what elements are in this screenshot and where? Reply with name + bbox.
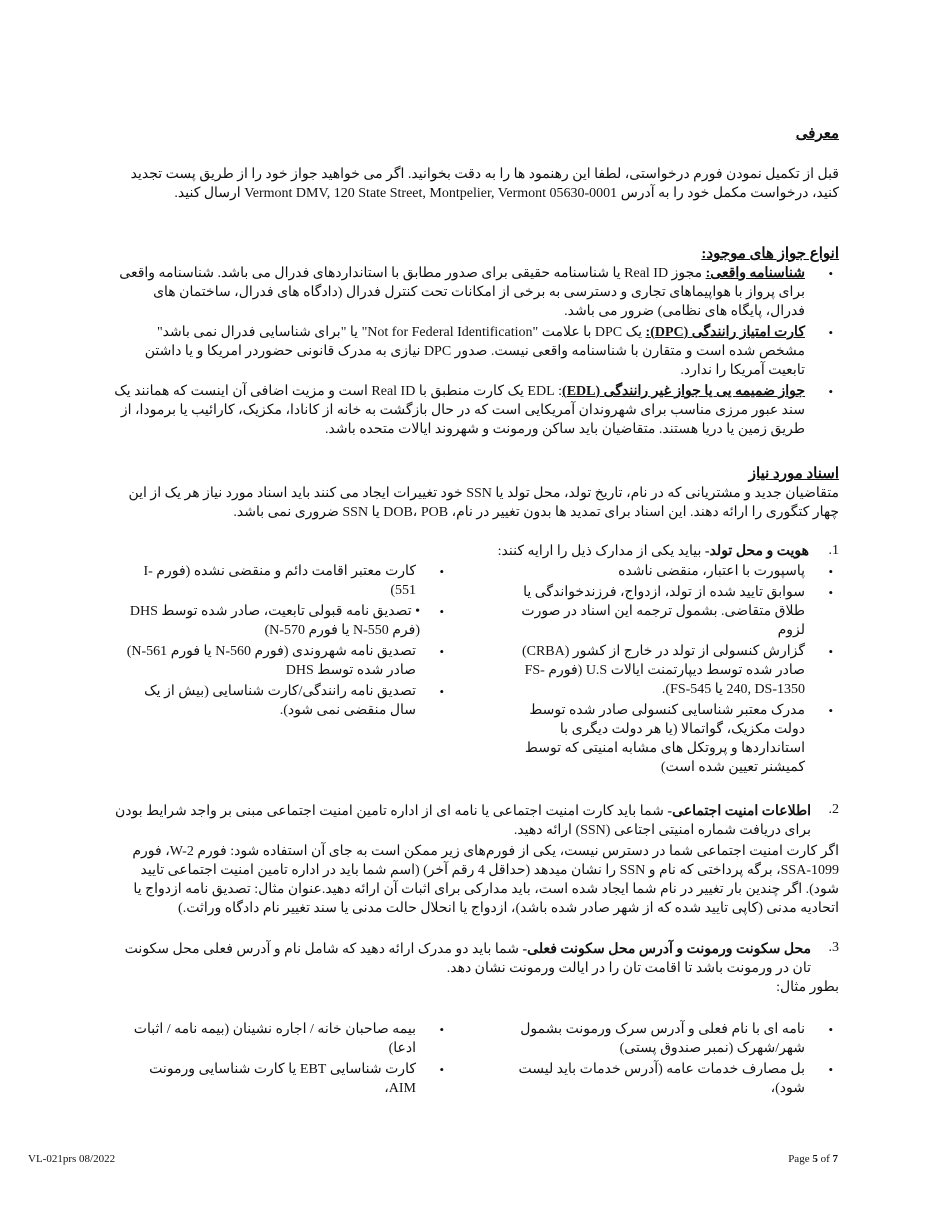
section-3-header xyxy=(112,940,839,978)
section-1-intro: بیاید یکی از مدارک ذیل را ارایه کنند: xyxy=(497,544,705,559)
id-doc-item: • پاسپورت با اعتبار، منقضی ناشده xyxy=(509,562,839,581)
section-3-number: 3. xyxy=(828,940,839,955)
section-1-left-column xyxy=(120,562,450,722)
license-type-label: شناسنامه واقعی: xyxy=(705,266,805,281)
license-types-list xyxy=(112,264,839,441)
id-doc-item: • کارت معتبر اقامت دائم و منقضی نشده (فورم I-551) xyxy=(120,562,450,600)
license-type-label: جواز ضمیمه یی یا جواز غیر رانندگی (EDL) xyxy=(562,384,805,399)
intro-paragraph xyxy=(112,165,839,203)
page-number xyxy=(788,1153,838,1165)
id-doc-item: • مدرک معتبر شناسایی کنسولی صادر شده توسط دولت مکزیک، گواتمالا (یا هر دولت دیگری با استاندارد‌ها و پروتکل های مشابه امنیتی که توسط کمیشنر تعیین شده است) xyxy=(509,701,839,777)
section-2-title: اطلاعات امنیت اجتماعی- xyxy=(667,804,811,819)
residency-doc-item: • بیمه صاحبان خانه / اجاره نشینان (بیمه نامه / اثبات ادعا) xyxy=(120,1020,450,1058)
license-type-dpc xyxy=(112,323,839,380)
required-docs-paragraph xyxy=(112,484,839,522)
section-2-intro: شما باید کارت امنیت اجتماعی یا نامه ای از اداره تامین امنیت اجتماعی مبنی بر واجد شرایط بودن برای دریافت شماره امنیتی اجتاعی (SSN) ارائه دهید. xyxy=(115,804,811,838)
section-2-paragraph xyxy=(112,842,839,918)
intro-text: قبل از تکمیل نمودن فورم درخواستی، لطفا این رهنمود ها را به دقت بخوانید. اگر می خواهید جواز خود را از طریق پست تجدید کنید، درخواست مکمل خود را به آدرس Vermont DMV, 120 State Street, Montpelier, Vermont 05630-0001 ارسال کنید. xyxy=(130,167,839,201)
required-docs-text: متقاضیان جدید و مشتریانی که در نام، تاریخ تولد، محل تولد یا SSN خود تغییرات ایجاد می کنند باید اسناد مورد نیاز هر یک از این چهار کتگوری را ارائه دهند. این اسناد برای تمدید ها بدون تغییر در نام، DOB، POB یا SSN ضروری نمی باشد. xyxy=(128,486,839,520)
residency-doc-item: • کارت شناسایی EBT یا کارت شناسایی ورمونت AIM، xyxy=(120,1060,450,1098)
section-3-intro: شما باید دو مدرک ارائه دهید که شامل نام و آدرس فعلی محل سکونت تان در ورمونت باشد تا اقامت تان را در ایالت ورمونت نشان دهد. xyxy=(124,942,811,976)
section-3-title: محل سکونت ورمونت و آدرس محل سکونت فعلی- xyxy=(522,942,811,957)
section-1-title: هویت و محل تولد- xyxy=(704,544,809,559)
id-doc-item: • تصدیق نامه رانندگی/کارت شناسایی (بیش از یک سال منقضی نمی شود). xyxy=(120,682,450,720)
license-type-text: مجوز Real ID یا شناسنامه حقیقی برای صدور مطابق با استاندارد‌های فدرال می باشد. شناسنامه واقعی برای پرواز با هواپیماهای تجاری و دسترسی به برخی از امکانات تحت کنترل فدرال (دادگاه های فدرال، ساختمان های فدرال، پایگاه های نظامی) ضرور می باشد. xyxy=(119,266,805,319)
page-current: 5 xyxy=(812,1153,818,1165)
form-code: VL-021prs 08/2022 xyxy=(28,1153,116,1165)
id-doc-item: • سوابق تایید شده از تولد، ازدواج، فرزندخواندگی یا طلاق متقاضی. بشمول ترجمه این اسناد در صورت لزوم xyxy=(509,583,839,640)
section-2-number: 2. xyxy=(828,802,839,817)
section-2-header xyxy=(112,802,839,840)
id-doc-item: • گزارش کنسولی از تولد در خارج از کشور (CRBA) صادر شده توسط دیپارتمنت ایالات U.S (فورم FS-240, DS-1350 یا FS-545). xyxy=(509,642,839,699)
license-type-real-id xyxy=(112,264,839,321)
section-1-right-column xyxy=(509,562,839,779)
id-doc-item: • تصدیق نامه شهروندی (فورم N-560 یا فورم N-561) صادر شده توسط DHS xyxy=(120,642,450,680)
section-2-text: اگر کارت امنیت اجتماعی شما در دسترس نیست، یکی از فورم‌های زیر ممکن است به جای آن استفاده شود: فورم W-2، فورم SSA-1099، برگه پرداختی که نام و SSN را نشان میدهد (حداقل 4 رقم آخر) (اسم شما باید در اداره تامین امنیت اجتماعی تایید شود). اگر چندین بار تغییر در نام شما ایجاد شده است، باید مدارکی برای اثبات آن ارائه دهید.عنوان مثال: تصدیق نامه ازدواج یا اتحادیه مدنی (کاپی تایید شده که از شهر صادر شده باشد)، ازدواج یا انحلال حالت مدنی یا سند تغییر نام دادگاه وراثت.) xyxy=(132,844,839,916)
required-docs-heading: اسناد مورد نیاز xyxy=(748,466,839,482)
license-type-label: کارت امتیاز رانندگی (DPC): xyxy=(645,325,805,340)
id-doc-item: • • تصدیق نامه قبولی تابعیت، صادر شده توسط DHS (فرم N-550 یا فورم N-570) xyxy=(120,602,450,640)
section-3-left-column xyxy=(120,1020,450,1100)
page-total: 7 xyxy=(832,1153,838,1165)
section-3-example-label: بطور مثال: xyxy=(776,980,839,995)
license-type-edl xyxy=(112,382,839,439)
intro-heading: معرفی xyxy=(795,126,839,142)
page-label: Page xyxy=(788,1153,810,1165)
license-type-text: : EDL یک کارت منطبق با Real ID است و مزیت اضافی آن اینست که همانند یک سند عبور مرزی مناسب برای شهروندان آمریکایی است که در حال بازگشت به خانه از کانادا، مکزیک، کارائیب یا برمودا، از طریق زمین یا دریا هستند. متقاضیان باید ساکن ورمونت و شهروند ایالات متحده باشد. xyxy=(114,384,805,437)
section-1-number: 1. xyxy=(828,543,839,558)
residency-doc-item: • نامه ای با نام فعلی و آدرس سرک ورمونت بشمول شهر/شهرک (نمبر صندوق پستی) xyxy=(509,1020,839,1058)
license-types-heading: انواع جواز های موجود: xyxy=(701,246,839,262)
residency-doc-item: • بل مصارف خدمات عامه (آدرس خدمات باید لیست شود)، xyxy=(509,1060,839,1098)
section-1-header xyxy=(429,543,839,560)
license-type-text: یک DPC با علامت "Not for Federal Identification" یا "برای شناسایی فدرال نمی باشد" مشخص شده است و متقارن با شناسنامه واقعی نیست. صدور DPC نیازی به مدرک قانونی حضوردر امریکا و یا داشتن تابعیت آمریکا را ندارد. xyxy=(144,325,805,378)
page-of-label: of xyxy=(820,1153,830,1165)
section-3-right-column xyxy=(509,1020,839,1100)
